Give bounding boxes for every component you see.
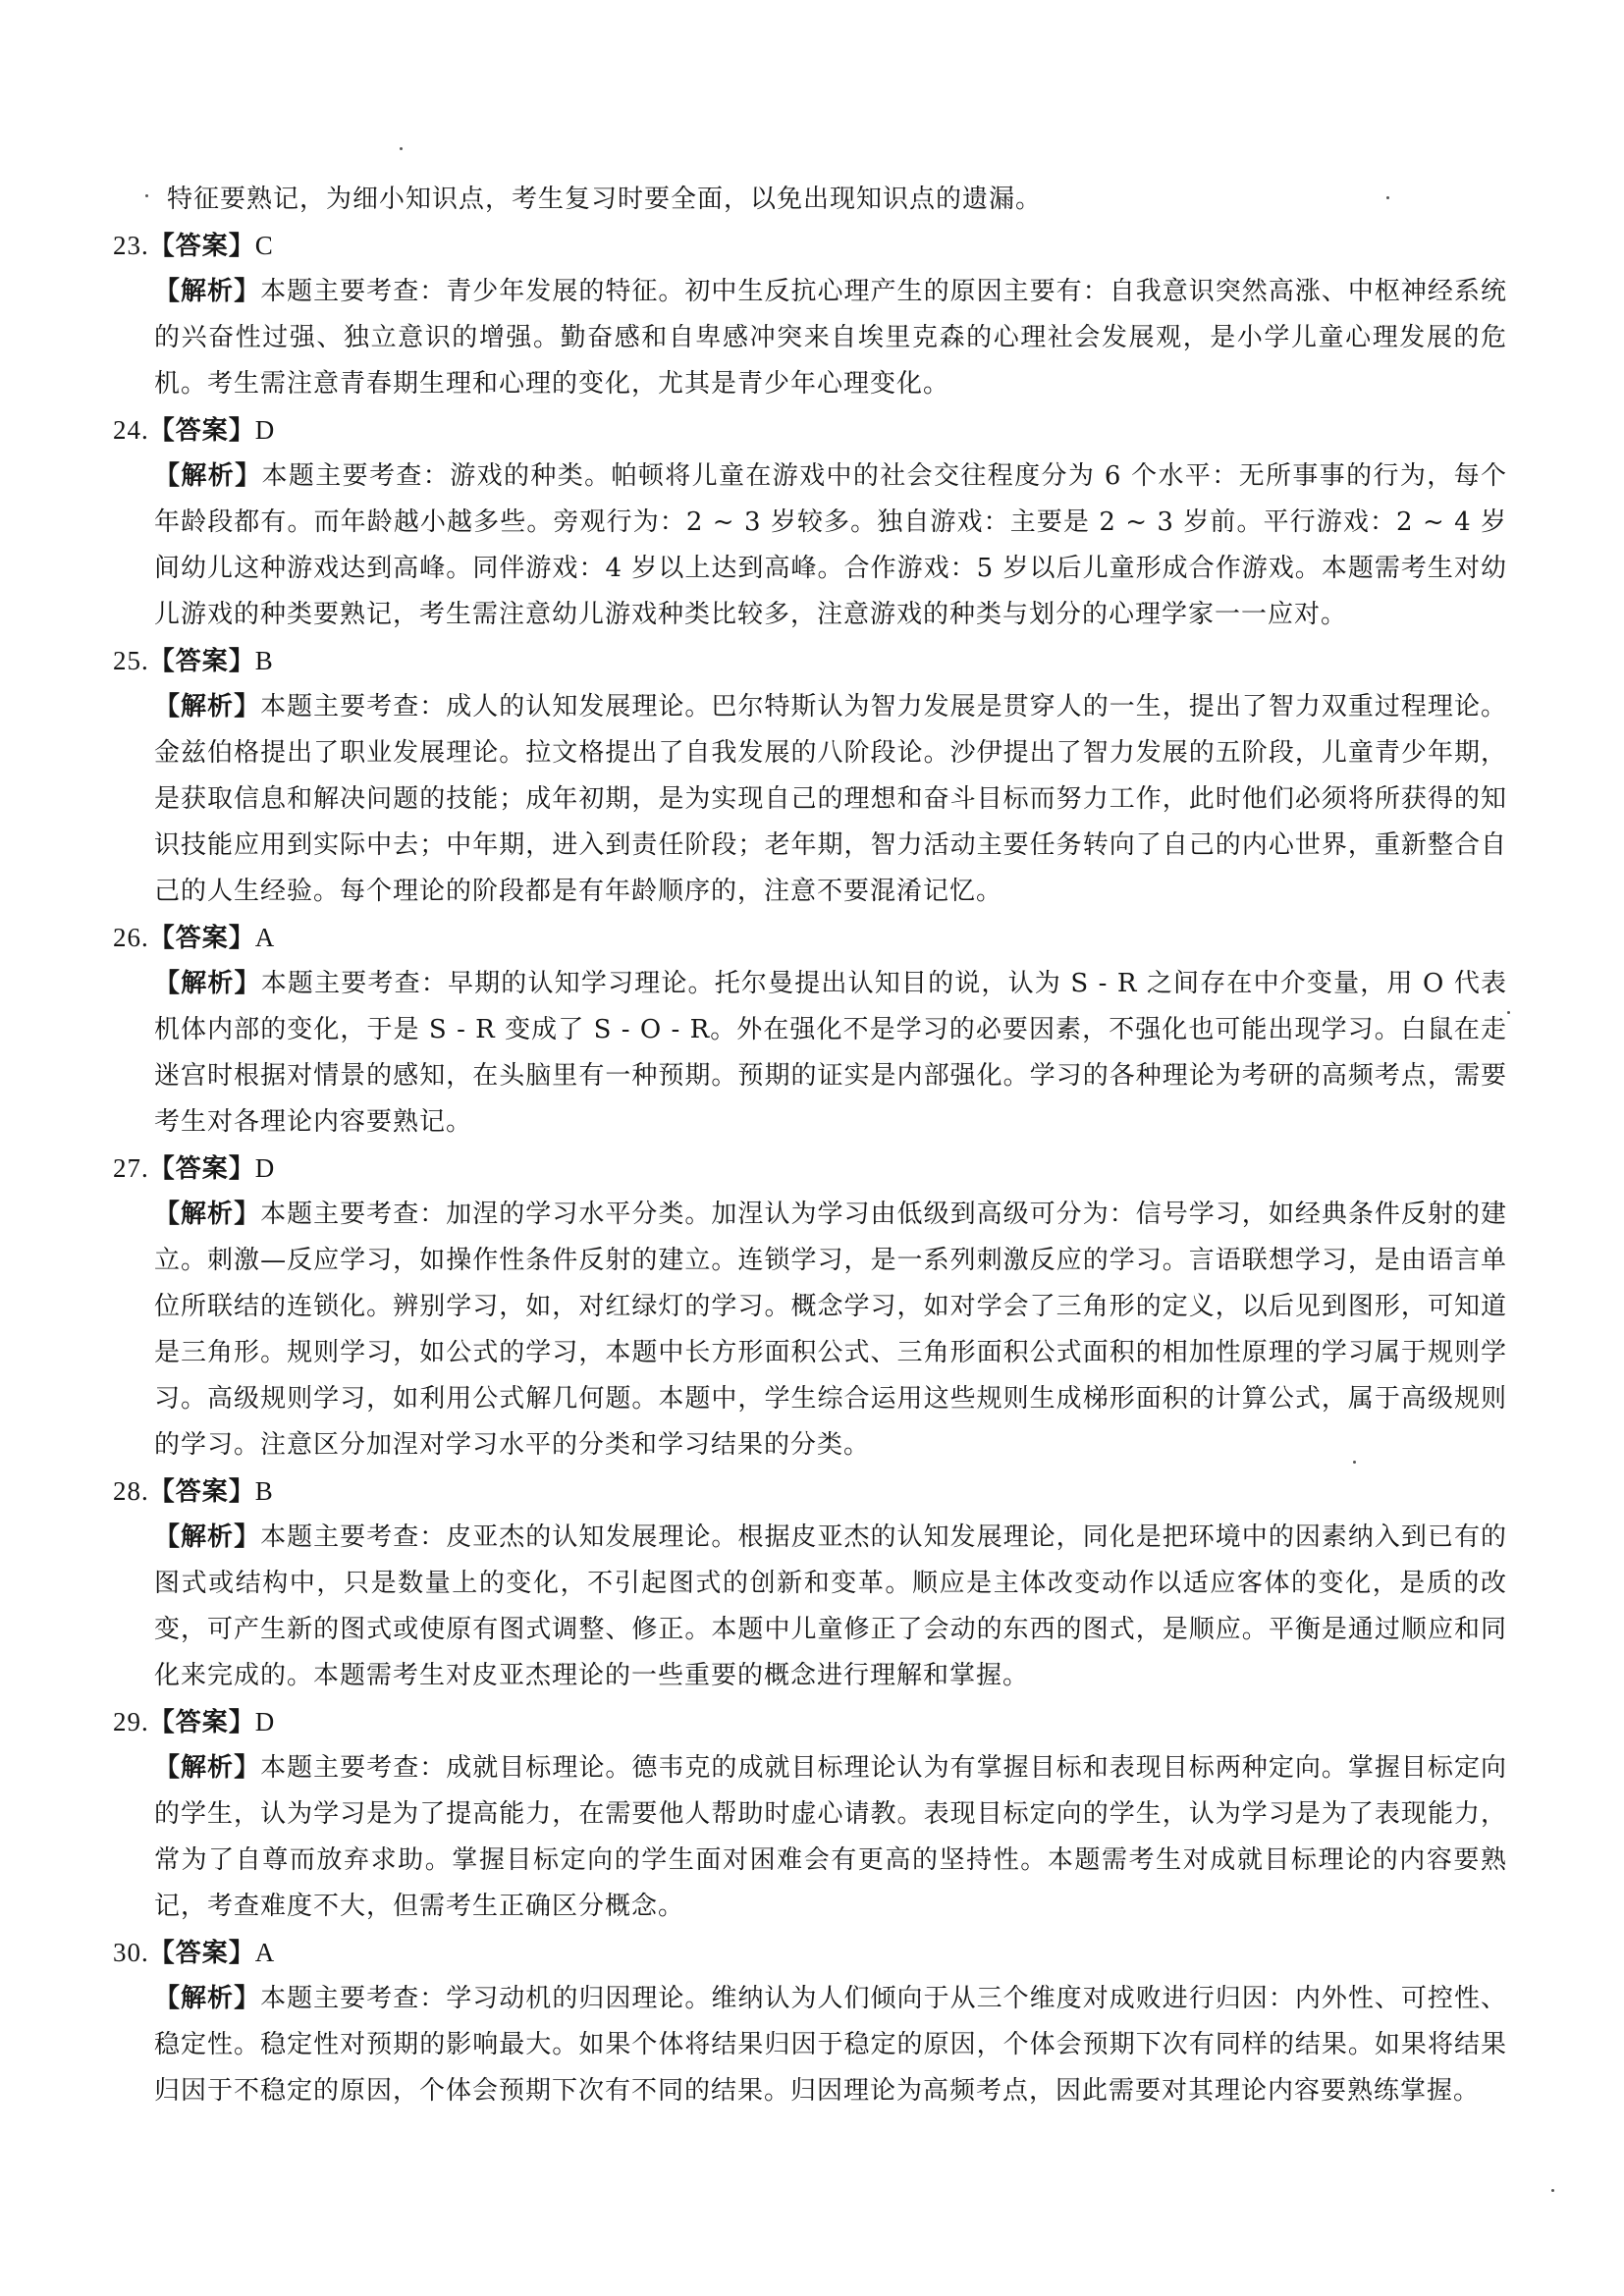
answer-label: 答案 — [175, 416, 229, 446]
question-number: 25. — [113, 646, 149, 675]
bracket-open: 【 — [148, 1708, 176, 1737]
scan-speck — [400, 147, 403, 150]
answer-item — [113, 638, 1507, 915]
answer-item — [113, 1699, 1507, 1930]
bracket-open: 【 — [154, 1753, 182, 1783]
answer-line — [113, 915, 1507, 961]
answer-value: A — [254, 923, 276, 952]
question-number: 27. — [113, 1153, 149, 1183]
analysis-text: 本题主要考查：学习动机的归因理论。维纳认为人们倾向于从三个维度对成败进行归因：内外性、可控性、稳定性。稳定性对预期的影响最大。如果个体将结果归因于稳定的原因，个体会预期下次有同样的结果。如果将结果归因于不稳定的原因，个体会预期下次有不同的结果。归因理论为高频考点，因此需要对其理论内容要熟练掌握。 — [154, 1984, 1507, 2106]
bracket-close: 】 — [234, 1753, 261, 1783]
question-number: 23. — [113, 231, 149, 260]
answer-label: 答案 — [175, 924, 229, 953]
question-number: 24. — [113, 415, 149, 445]
bracket-open: 【 — [154, 969, 182, 998]
answer-value: B — [254, 646, 274, 675]
answer-item — [113, 407, 1507, 638]
answer-label: 答案 — [175, 232, 229, 261]
analysis-label: 解析 — [181, 461, 236, 491]
answer-line — [113, 407, 1507, 454]
answer-line — [113, 1699, 1507, 1745]
answer-value: B — [254, 1476, 274, 1506]
bracket-close: 】 — [228, 924, 255, 953]
analysis-paragraph — [154, 1192, 1507, 1468]
bracket-open: 【 — [148, 1477, 176, 1507]
bracket-close: 】 — [228, 1154, 255, 1184]
analysis-text: 本题主要考查：游戏的种类。帕顿将儿童在游戏中的社会交往程度分为 6 个水平：无所事事的行为，每个年龄段都有。而年龄越小越多些。旁观行为：2 ~ 3 岁较多。独自游戏：主要是 2 ~ 3 岁前。平行游戏：2 ~ 4 岁间幼儿这种游戏达到高峰。同伴游戏：4 岁以上达到高峰。合作游戏：5 岁以后儿童形成合作游戏。本题需考生对幼儿游戏的种类要熟记，考生需注意幼儿游戏种类比较多，注意游戏的种类与划分的心理学家一一应对。 — [154, 461, 1507, 629]
analysis-text: 本题主要考查：成人的认知发展理论。巴尔特斯认为智力发展是贯穿人的一生，提出了智力双重过程理论。金兹伯格提出了职业发展理论。拉文格提出了自我发展的八阶段论。沙伊提出了智力发展的五阶段，儿童青少年期，是获取信息和解决问题的技能；成年初期，是为实现自己的理想和奋斗目标而努力工作，此时他们必须将所获得的知识技能应用到实际中去；中年期，进入到责任阶段；老年期，智力活动主要任务转向了自己的内心世界，重新整合自己的人生经验。每个理论的阶段都是有年龄顺序的，注意不要混淆记忆。 — [154, 692, 1507, 906]
analysis-label: 解析 — [181, 969, 235, 998]
answer-value: D — [254, 1153, 276, 1183]
answer-label: 答案 — [175, 1708, 229, 1737]
analysis-paragraph — [154, 961, 1507, 1146]
analysis-text: 本题主要考查：成就目标理论。德韦克的成就目标理论认为有掌握目标和表现目标两种定向。掌握目标定向的学生，认为学习是为了提高能力，在需要他人帮助时虚心请教。表现目标定向的学生，认为学习是为了表现能力，常为了自尊而放弃求助。掌握目标定向的学生面对困难会有更高的坚持性。本题需考生对成就目标理论的内容要熟记，考查难度不大，但需考生正确区分概念。 — [154, 1753, 1507, 1921]
analysis-label: 解析 — [181, 1984, 235, 2013]
bracket-close: 】 — [235, 461, 262, 491]
answer-list — [113, 223, 1507, 2114]
analysis-text: 本题主要考查：早期的认知学习理论。托尔曼提出认知目的说，认为 S - R 之间存在中介变量，用 O 代表机体内部的变化，于是 S - R 变成了 S - O - R。外在强化不是学习的必要因素，不强化也可能出现学习。白鼠在走迷宫时根据对情景的感知，在头脑里有一种预期。预期的证实是内部强化。学习的各种理论为考研的高频考点，需要考生对各理论内容要熟记。 — [154, 969, 1507, 1137]
bracket-close: 】 — [234, 692, 261, 721]
analysis-label: 解析 — [181, 277, 235, 306]
bracket-close: 】 — [228, 232, 255, 261]
answer-item — [113, 1930, 1507, 2114]
bracket-close: 】 — [228, 1939, 255, 1968]
answer-value: D — [254, 415, 276, 445]
scan-speck — [1551, 2189, 1554, 2192]
bracket-close: 】 — [228, 416, 255, 446]
answer-value: C — [254, 231, 274, 260]
answer-line — [113, 638, 1507, 684]
answer-item — [113, 223, 1507, 407]
answer-line — [113, 1146, 1507, 1192]
bracket-close: 】 — [228, 1477, 255, 1507]
bracket-open: 【 — [148, 232, 176, 261]
analysis-paragraph — [154, 1745, 1507, 1930]
bracket-close: 】 — [234, 1200, 261, 1229]
answer-item — [113, 1468, 1507, 1699]
scan-speck — [1353, 1461, 1356, 1464]
analysis-text: 本题主要考查：青少年发展的特征。初中生反抗心理产生的原因主要有：自我意识突然高涨、中枢神经系统的兴奋性过强、独立意识的增强。勤奋感和自卑感冲突来自埃里克森的心理社会发展观，是小学儿童心理发展的危机。考生需注意青春期生理和心理的变化，尤其是青少年心理变化。 — [154, 277, 1507, 399]
analysis-paragraph — [154, 684, 1507, 915]
question-number: 29. — [113, 1707, 149, 1736]
answer-label: 答案 — [175, 1477, 229, 1507]
bracket-open: 【 — [154, 1522, 182, 1552]
analysis-paragraph — [154, 454, 1507, 638]
answer-line — [113, 1930, 1507, 1976]
answer-item — [113, 915, 1507, 1146]
analysis-label: 解析 — [181, 692, 235, 721]
answer-value: D — [254, 1707, 276, 1736]
answer-item — [113, 1146, 1507, 1468]
analysis-label: 解析 — [181, 1522, 235, 1552]
bracket-close: 】 — [234, 969, 261, 998]
analysis-label: 解析 — [181, 1753, 235, 1783]
answer-label: 答案 — [175, 1154, 229, 1184]
scan-speck — [145, 194, 148, 197]
bracket-open: 【 — [148, 1154, 176, 1184]
bracket-close: 】 — [228, 1708, 255, 1737]
answer-line — [113, 223, 1507, 269]
question-number: 26. — [113, 923, 149, 952]
bracket-open: 【 — [154, 692, 182, 721]
bracket-close: 】 — [228, 647, 255, 676]
answer-label: 答案 — [175, 1939, 229, 1968]
scan-speck — [1507, 1011, 1510, 1014]
question-number: 30. — [113, 1938, 149, 1967]
bracket-open: 【 — [154, 1200, 182, 1229]
bracket-open: 【 — [154, 277, 182, 306]
question-number: 28. — [113, 1476, 149, 1506]
bracket-open: 【 — [148, 647, 176, 676]
analysis-paragraph — [154, 1515, 1507, 1699]
bracket-open: 【 — [148, 1939, 176, 1968]
bracket-close: 】 — [234, 277, 261, 306]
answer-value: A — [254, 1938, 276, 1967]
analysis-paragraph — [154, 269, 1507, 407]
answer-label: 答案 — [175, 647, 229, 676]
analysis-paragraph — [154, 1976, 1507, 2114]
analysis-text: 本题主要考查：皮亚杰的认知发展理论。根据皮亚杰的认知发展理论，同化是把环境中的因素纳入到已有的图式或结构中，只是数量上的变化，不引起图式的创新和变革。顺应是主体改变动作以适应客体的变化，是质的改变，可产生新的图式或使原有图式调整、修正。本题中儿童修正了会动的东西的图式，是顺应。平衡是通过顺应和同化来完成的。本题需考生对皮亚杰理论的一些重要的概念进行理解和掌握。 — [154, 1522, 1507, 1690]
bracket-open: 【 — [154, 1984, 182, 2013]
bracket-open: 【 — [154, 461, 182, 491]
bracket-close: 】 — [234, 1984, 261, 2013]
scan-speck — [1386, 196, 1389, 199]
bracket-open: 【 — [148, 416, 176, 446]
answer-line — [113, 1468, 1507, 1515]
intro-paragraph: 特征要熟记，为细小知识点，考生复习时要全面，以免出现知识点的遗漏。 — [167, 185, 1043, 214]
bracket-open: 【 — [148, 924, 176, 953]
bracket-close: 】 — [234, 1522, 261, 1552]
analysis-label: 解析 — [181, 1200, 235, 1229]
analysis-text: 本题主要考查：加涅的学习水平分类。加涅认为学习由低级到高级可分为：信号学习，如经典条件反射的建立。刺激—反应学习，如操作性条件反射的建立。连锁学习，是一系列刺激反应的学习。言语联想学习，是由语言单位所联结的连锁化。辨别学习，如，对红绿灯的学习。概念学习，如对学会了三角形的定义，以后见到图形，可知道是三角形。规则学习，如公式的学习，本题中长方形面积公式、三角形面积公式面积的相加性原理的学习属于规则学习。高级规则学习，如利用公式解几何题。本题中，学生综合运用这些规则生成梯形面积的计算公式，属于高级规则的学习。注意区分加涅对学习水平的分类和学习结果的分类。 — [154, 1200, 1507, 1460]
